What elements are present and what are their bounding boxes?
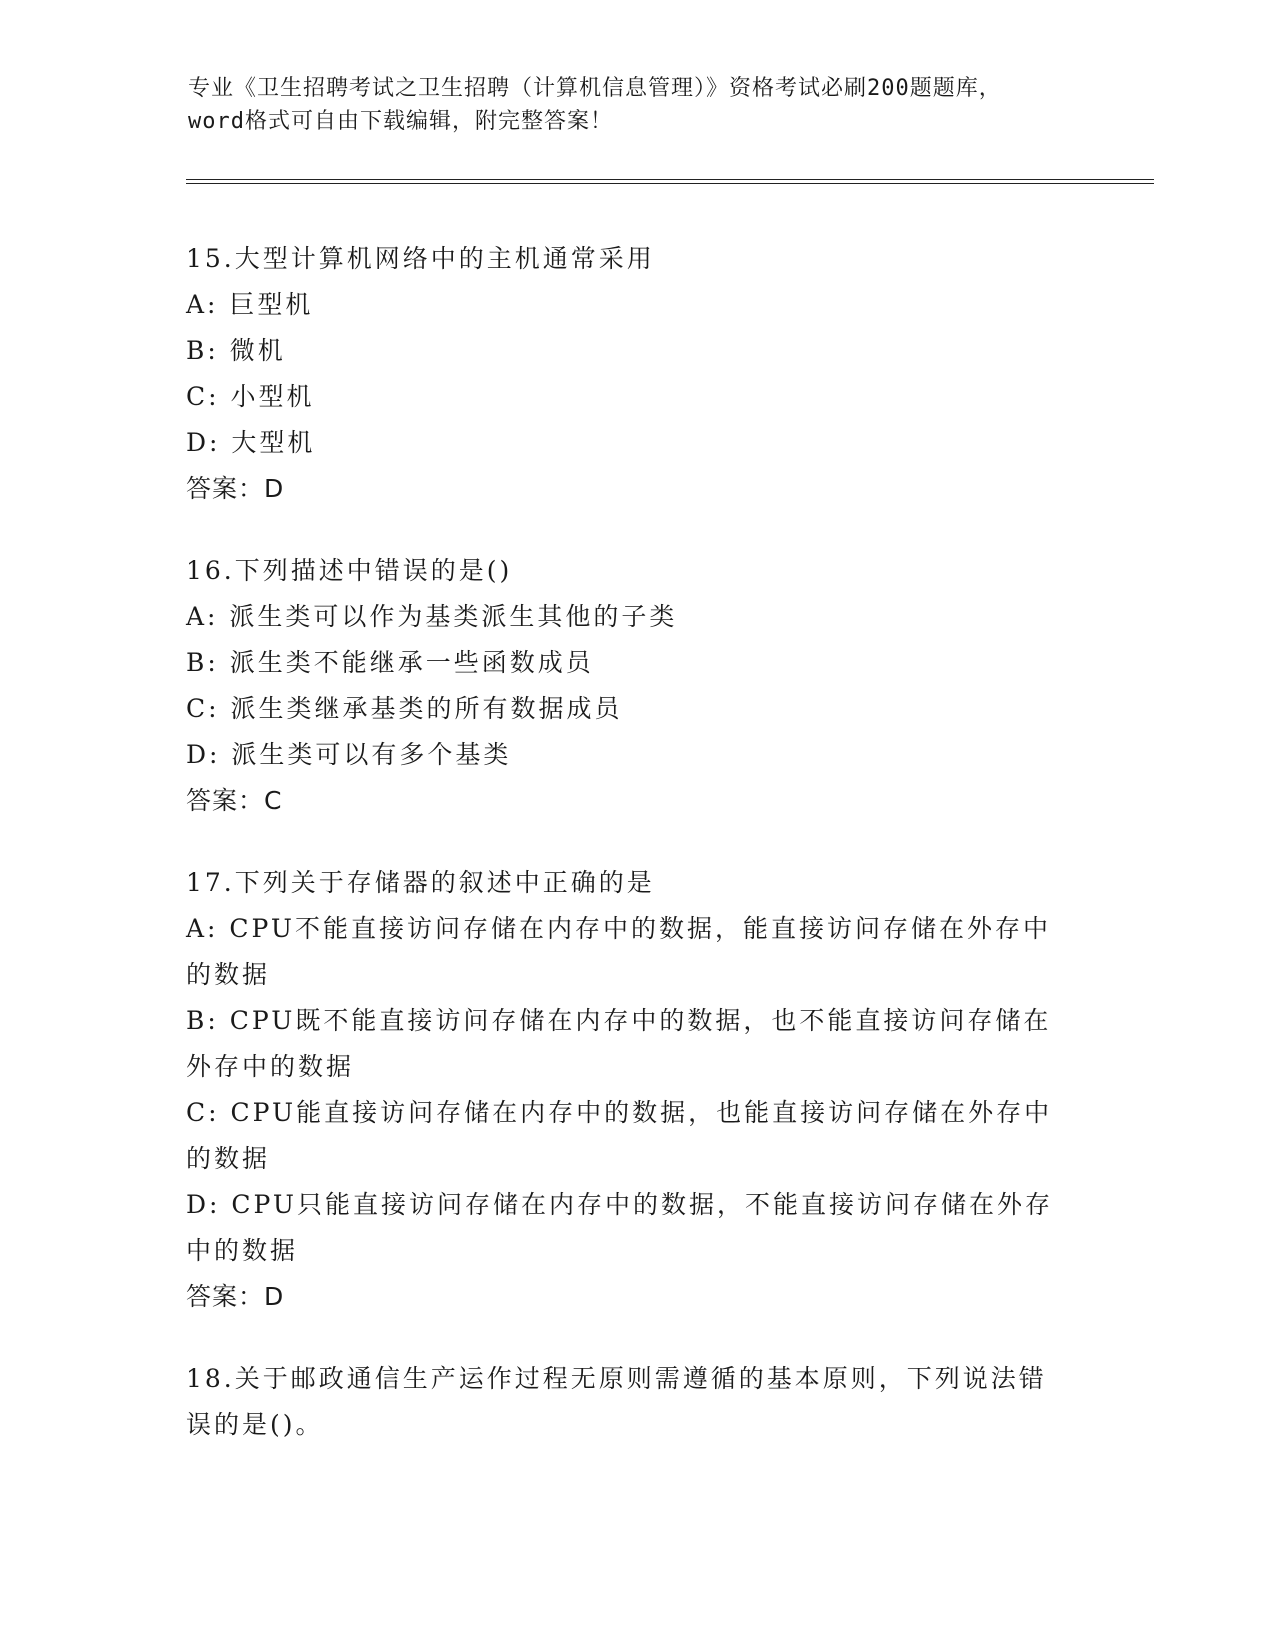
option-b: B: 派生类不能继承一些函数成员 xyxy=(186,648,594,677)
option-b: B: 微机 xyxy=(186,336,286,365)
option-d: D: 大型机 xyxy=(186,428,316,457)
question-18 xyxy=(186,1356,1066,1448)
question-17 xyxy=(186,860,1066,1320)
question-16 xyxy=(186,548,1066,824)
question-list xyxy=(186,236,1066,1484)
option-c: C: 小型机 xyxy=(186,382,315,411)
question-stem: 17.下列关于存储器的叙述中正确的是 xyxy=(186,868,655,897)
option-c: C: 派生类继承基类的所有数据成员 xyxy=(186,694,623,723)
option-b: B: CPU既不能直接访问存储在内存中的数据，也不能直接访问存储在外存中的数据 xyxy=(186,1006,1052,1081)
answer: 答案：C xyxy=(186,786,283,815)
option-d: D: 派生类可以有多个基类 xyxy=(186,740,512,769)
header-divider-top xyxy=(186,179,1154,180)
question-15 xyxy=(186,236,1066,512)
option-d: D: CPU只能直接访问存储在内存中的数据，不能直接访问存储在外存中的数据 xyxy=(186,1190,1053,1265)
option-a: A: 派生类可以作为基类派生其他的子类 xyxy=(186,602,678,631)
question-stem: 15.大型计算机网络中的主机通常采用 xyxy=(186,244,655,273)
question-stem: 16.下列描述中错误的是() xyxy=(186,556,513,585)
answer: 答案：D xyxy=(186,474,285,503)
document-header xyxy=(188,72,1088,138)
option-a: A: 巨型机 xyxy=(186,290,314,319)
answer: 答案：D xyxy=(186,1282,285,1311)
header-divider-bottom xyxy=(186,183,1154,184)
option-a: A: CPU不能直接访问存储在内存中的数据，能直接访问存储在外存中的数据 xyxy=(186,914,1052,989)
header-line-2: word格式可自由下载编辑，附完整答案！ xyxy=(188,109,613,134)
question-stem: 18.关于邮政通信生产运作过程无原则需遵循的基本原则，下列说法错误的是()。 xyxy=(186,1364,1047,1439)
header-line-1: 专业《卫生招聘考试之卫生招聘（计算机信息管理）》资格考试必刷200题题库， xyxy=(188,76,1002,101)
option-c: C: CPU能直接访问存储在内存中的数据，也能直接访问存储在外存中的数据 xyxy=(186,1098,1053,1173)
